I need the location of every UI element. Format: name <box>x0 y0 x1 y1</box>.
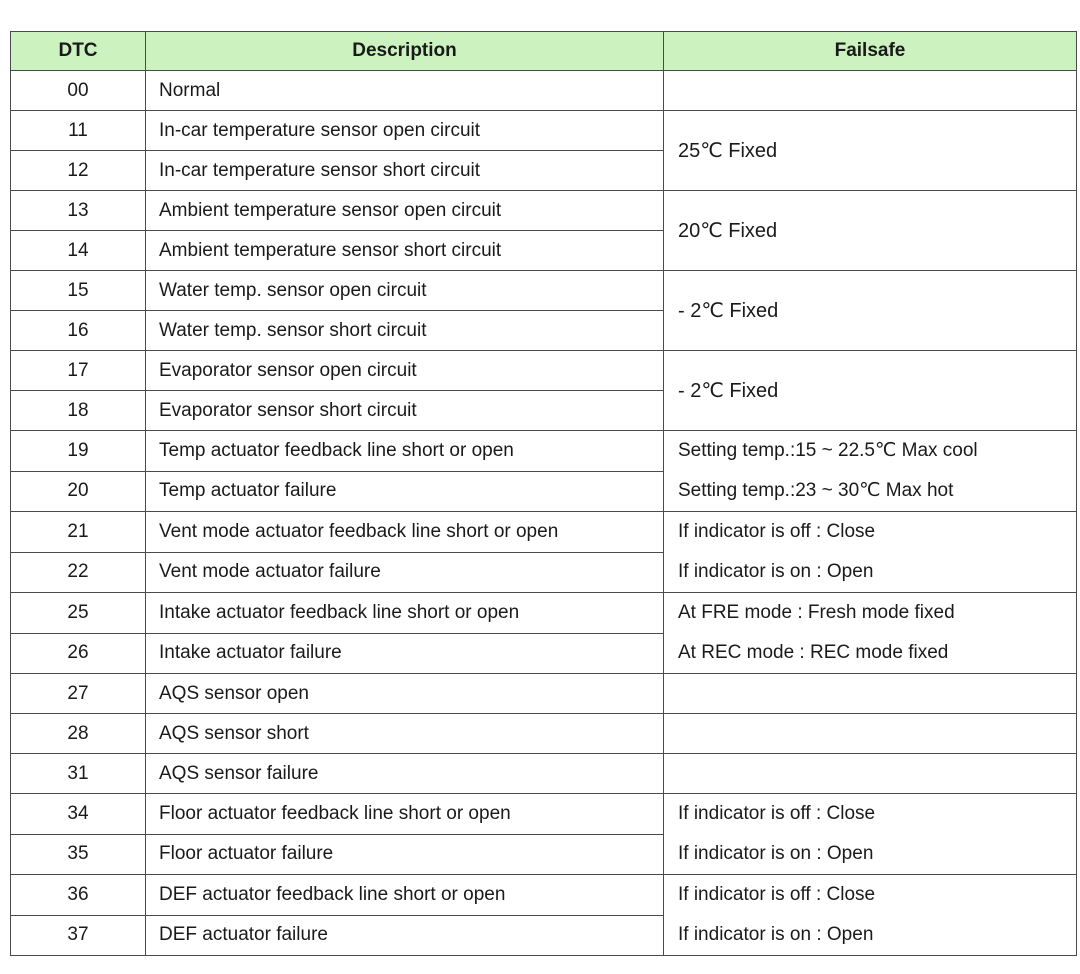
dtc-description: Floor actuator feedback line short or open <box>146 794 664 835</box>
table-row <box>11 674 1077 714</box>
failsafe-ambient: 20℃ Fixed <box>664 191 1077 271</box>
dtc-description: AQS sensor open <box>146 674 664 714</box>
dtc-code: 25 <box>11 593 146 634</box>
table-row <box>11 431 1077 472</box>
dtc-code: 31 <box>11 754 146 794</box>
failsafe-line: If indicator is off : Close <box>678 884 876 905</box>
dtc-code: 36 <box>11 875 146 916</box>
dtc-description: Water temp. sensor open circuit <box>146 271 664 311</box>
failsafe-floor <box>664 794 1077 875</box>
dtc-code: 20 <box>11 471 146 512</box>
dtc-code: 22 <box>11 552 146 593</box>
failsafe-line: If indicator is on : Open <box>678 561 874 582</box>
dtc-code: 28 <box>11 714 146 754</box>
failsafe-line: If indicator is off : Close <box>678 803 876 824</box>
dtc-code: 26 <box>11 633 146 674</box>
dtc-description: Ambient temperature sensor short circuit <box>146 231 664 271</box>
table-row <box>11 875 1077 916</box>
table-row <box>11 71 1077 111</box>
dtc-description: AQS sensor short <box>146 714 664 754</box>
failsafe-empty <box>664 714 1077 754</box>
dtc-description: Evaporator sensor short circuit <box>146 391 664 431</box>
dtc-code: 27 <box>11 674 146 714</box>
dtc-code: 13 <box>11 191 146 231</box>
dtc-code: 16 <box>11 311 146 351</box>
header-description: Description <box>146 32 664 71</box>
dtc-description: Normal <box>146 71 664 111</box>
dtc-code: 12 <box>11 151 146 191</box>
dtc-description: DEF actuator feedback line short or open <box>146 875 664 916</box>
dtc-code: 00 <box>11 71 146 111</box>
failsafe-def <box>664 875 1077 956</box>
header-failsafe: Failsafe <box>664 32 1077 71</box>
dtc-code: 11 <box>11 111 146 151</box>
failsafe-empty <box>664 71 1077 111</box>
dtc-description: Temp actuator feedback line short or open <box>146 431 664 472</box>
dtc-code: 19 <box>11 431 146 472</box>
failsafe-line: If indicator is off : Close <box>678 521 876 542</box>
dtc-code: 17 <box>11 351 146 391</box>
failsafe-temp-actuator <box>664 431 1077 512</box>
dtc-description: Temp actuator failure <box>146 471 664 512</box>
failsafe-line: If indicator is on : Open <box>678 924 874 945</box>
dtc-description: Water temp. sensor short circuit <box>146 311 664 351</box>
failsafe-water: - 2℃ Fixed <box>664 271 1077 351</box>
dtc-description: Ambient temperature sensor open circuit <box>146 191 664 231</box>
dtc-description: DEF actuator failure <box>146 915 664 956</box>
failsafe-line: If indicator is on : Open <box>678 843 874 864</box>
failsafe-evaporator: - 2℃ Fixed <box>664 351 1077 431</box>
failsafe-line: At FRE mode : Fresh mode fixed <box>678 602 955 623</box>
dtc-description: Intake actuator feedback line short or open <box>146 593 664 634</box>
dtc-code: 21 <box>11 512 146 553</box>
failsafe-empty <box>664 674 1077 714</box>
dtc-description: Evaporator sensor open circuit <box>146 351 664 391</box>
dtc-code: 18 <box>11 391 146 431</box>
dtc-code: 34 <box>11 794 146 835</box>
dtc-description: Floor actuator failure <box>146 834 664 875</box>
dtc-failsafe-table <box>10 31 1077 956</box>
failsafe-intake <box>664 593 1077 674</box>
dtc-description: Intake actuator failure <box>146 633 664 674</box>
table-row <box>11 754 1077 794</box>
failsafe-line: Setting temp.:15 ~ 22.5℃ Max cool <box>678 440 978 461</box>
failsafe-empty <box>664 754 1077 794</box>
dtc-description: Vent mode actuator feedback line short or open <box>146 512 664 553</box>
dtc-code: 37 <box>11 915 146 956</box>
dtc-description: In-car temperature sensor short circuit <box>146 151 664 191</box>
table-row <box>11 271 1077 311</box>
dtc-description: Vent mode actuator failure <box>146 552 664 593</box>
table-row <box>11 512 1077 553</box>
dtc-code: 15 <box>11 271 146 311</box>
dtc-description: AQS sensor failure <box>146 754 664 794</box>
dtc-description: In-car temperature sensor open circuit <box>146 111 664 151</box>
table-row <box>11 593 1077 634</box>
dtc-code: 14 <box>11 231 146 271</box>
header-dtc: DTC <box>11 32 146 71</box>
failsafe-line: Setting temp.:23 ~ 30℃ Max hot <box>678 480 954 501</box>
table-row <box>11 351 1077 391</box>
dtc-code: 35 <box>11 834 146 875</box>
table-row <box>11 111 1077 151</box>
table-row <box>11 794 1077 835</box>
failsafe-vent-mode <box>664 512 1077 593</box>
header-row <box>11 32 1077 71</box>
failsafe-line: At REC mode : REC mode fixed <box>678 642 949 663</box>
table-row <box>11 714 1077 754</box>
failsafe-in-car: 25℃ Fixed <box>664 111 1077 191</box>
table-row <box>11 191 1077 231</box>
